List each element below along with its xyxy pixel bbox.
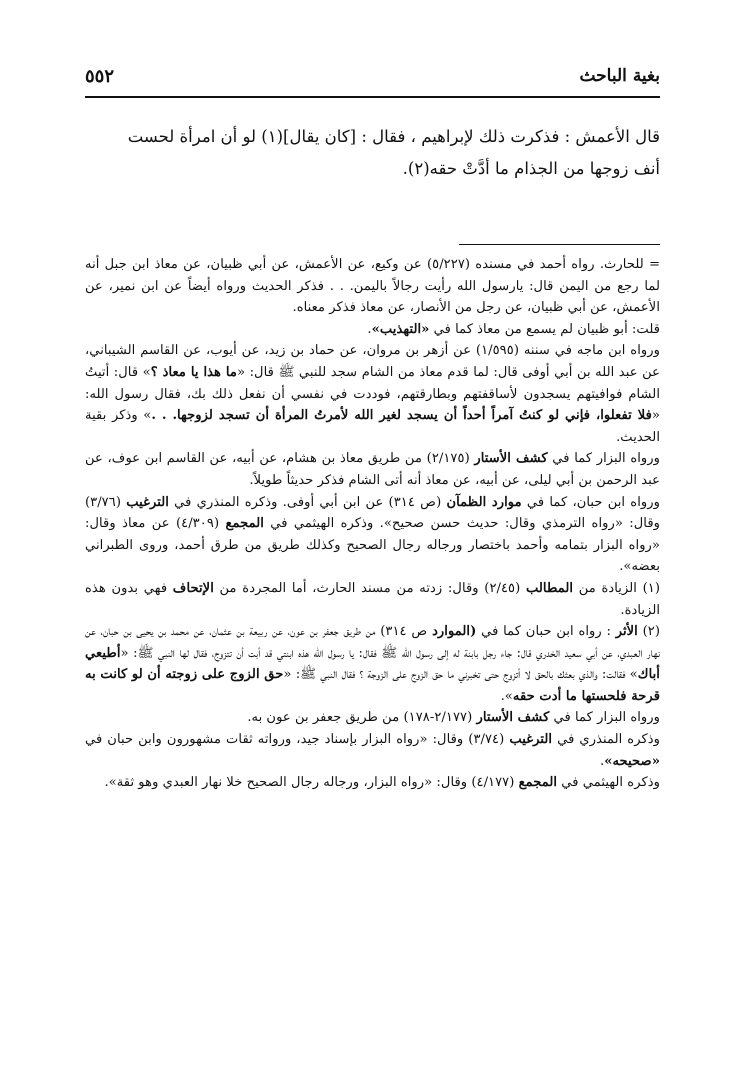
footnote-text: ورواه البزار كما في — [549, 710, 660, 726]
footnote-text: ورواه البزار كما في — [547, 451, 660, 467]
hadith-quote: ما هذا يا معاذ ؟ — [150, 364, 237, 380]
footnote-text: (١) الزيادة من — [573, 580, 660, 596]
footnote-text: قلت: أبو ظبيان لم يسمع من معاذ كما في — [429, 321, 660, 337]
main-text — [85, 121, 660, 185]
footnote-text: » وذكر بقية الحديث. — [85, 408, 660, 445]
footnote-text: وذكره الهيثمي في — [557, 775, 660, 791]
hadith-quote: فلا تفعلوا، فإني لو كنتُ آمراً أحداً أن يسجد لغير الله لأمرتُ المرأة أن تسجد لزوجها. . . — [151, 408, 652, 424]
footnote-text: . — [367, 321, 372, 337]
footnote-text: (٣/٧٤) وقال: «رواه البزار بإسناد جيد، ورواته ثقات مشهورون وابن حبان في — [85, 732, 510, 748]
footnote-text: (٢/١٧٧-١٧٨) من طريق جعفر بن عون به. — [247, 710, 477, 726]
footnote-text: (ص ٣١٤) عن ابن أبي أوفى. وذكره المنذري في — [168, 494, 447, 510]
footnote-paragraph — [85, 340, 660, 448]
footnote-text: (٢/٤٥) وقال: زدته من مسند الحارث، أما المجردة من — [213, 580, 526, 596]
source-title: المجمع — [518, 775, 558, 791]
source-title: «التهذيب» — [371, 321, 430, 337]
page-header — [85, 66, 660, 92]
footnote-text: فهي بدون هذه الزيادة. — [85, 580, 660, 618]
footnote-paragraph — [85, 492, 660, 578]
running-title: بغية الباحث — [579, 66, 660, 86]
footnote-text: (٤/٣٠٩) عن معاذ وقال: «رواه البزار بتمامه وأحمد باختصار ورجاله رجال الصحيح وكذلك طريق من طرق أحمد، وروى الطبراني بعضه». — [85, 516, 660, 575]
source-title: المجمع — [225, 516, 264, 532]
source-title: «صحيحه» — [604, 753, 660, 769]
footnote-text: » قال: أتيتُ الشام فوافيتهم يسجدون لأساقفتهم وبطارقتهم، فوددت في نفسي أن نفعل ذلك بك، فقال رسول الله: « — [85, 364, 660, 424]
footnote-text: (٣/٧٦) وقال: «رواه الترمذي وقال: حديث حسن صحيح». وذكره الهيثمي في — [85, 494, 660, 532]
footnote-paragraph — [85, 448, 660, 491]
source-title: الإتحاف — [172, 580, 214, 596]
hadith-quote: أطيعي أباك — [85, 645, 660, 683]
source-title: المطالب — [525, 580, 574, 596]
page-number: ٥٥٢ — [85, 66, 115, 87]
footnote-text: » فقالت: والذي بعثك بالحق لا أتزوج حتى تخبرني ما حق الزوج على الزوجة ؟ فقال النبي ﷺ: « — [283, 667, 638, 683]
footnote-separator — [459, 244, 660, 245]
source-title: كشف الأستار — [476, 710, 550, 726]
source-title: الترغيب — [509, 732, 553, 748]
source-title: موارد الظمآن — [446, 494, 522, 510]
source-title: الأثر — [615, 624, 638, 640]
footnote-paragraph — [85, 319, 660, 341]
footnote-paragraph — [85, 729, 660, 772]
source-title: (الموارد — [432, 624, 477, 640]
footnote-paragraph — [85, 621, 660, 707]
footnote-text: : رواه ابن حبان كما في — [476, 624, 616, 640]
main-text-line: أنف زوجها من الجذام ما أدَّتْ حقه(٢). — [402, 159, 660, 178]
footnote-text: (٤/١٧٧) وقال: «رواه البزار، ورجاله رجال الصحيح خلا نهار العبدي وهو ثقة». — [104, 775, 519, 791]
footnote-paragraph — [85, 578, 660, 621]
footnote-text: ». — [500, 688, 513, 704]
footnote-paragraph — [85, 772, 660, 794]
footnote-paragraph — [85, 707, 660, 729]
footnote-paragraph: = للحارث. رواه أحمد في مسنده (٥/٢٢٧) عن وكيع، عن الأعمش، عن أبي ظبيان، عن معاذ ابن جبل أنه لما رجع من اليمن قال: يارسول الله رأيت رجالاً باليمن. . . فذكر الحديث ورواه أيضاً عن ابن نمير، عن الأعمش، عن أبي ظبيان، عن رجل من الأنصار، عن معاذ فذكر معناه. — [85, 257, 660, 316]
main-text-line: قال الأعمش : فذكرت ذلك لإبراهيم ، فقال : [كان يقال](١) لو أن امرأة لحست — [127, 127, 660, 146]
source-title: الترغيب — [126, 494, 169, 510]
footnote-text: ص ٣١٤) من طريق جعفر بن عون، عن ربيعة بن عثمان، عن محمد بن يحيى بن حبان، عن نهار العبدي، عن أبي سعيد الخدري قال: جاء رجل بابنة له إلى رسول الله ﷺ فقال: يا رسول الله هذه ابنتي قد أبت أن تتزوج، فقال لها النبي ﷺ: « — [85, 624, 660, 661]
footnote-text: (٢/١٧٥) من طريق معاذ بن هشام، عن أبيه، عن القاسم ابن عوف، عن عبد الرحمن بن أبي ليلى، عن أبيه، عن معاذ أنه أتى الشام فذكر حديثاً طويلاً. — [85, 451, 660, 488]
header-rule — [85, 96, 660, 98]
footnote-text: وذكره المنذري في — [552, 732, 660, 748]
footnote-text: (٢) — [637, 624, 660, 640]
footnote-text: ورواه ابن ماجه في سننه (١/٥٩٥) عن أزهر بن مروان، عن حماد بن زيد، عن أيوب، عن القاسم الشيباني، عن عبد الله بن أبي أوفى قال: لما قدم معاذ من الشام سجد للنبي ﷺ قال: « — [85, 343, 660, 380]
footnotes — [85, 254, 660, 794]
hadith-quote: حق الزوج على زوجته أن لو كانت به قرحة فلحستها ما أدت حقه — [85, 667, 660, 704]
footnote-text: . — [600, 753, 605, 769]
footnote-text: ورواه ابن حبان، كما في — [521, 494, 660, 510]
source-title: كشف الأستار — [474, 451, 548, 467]
